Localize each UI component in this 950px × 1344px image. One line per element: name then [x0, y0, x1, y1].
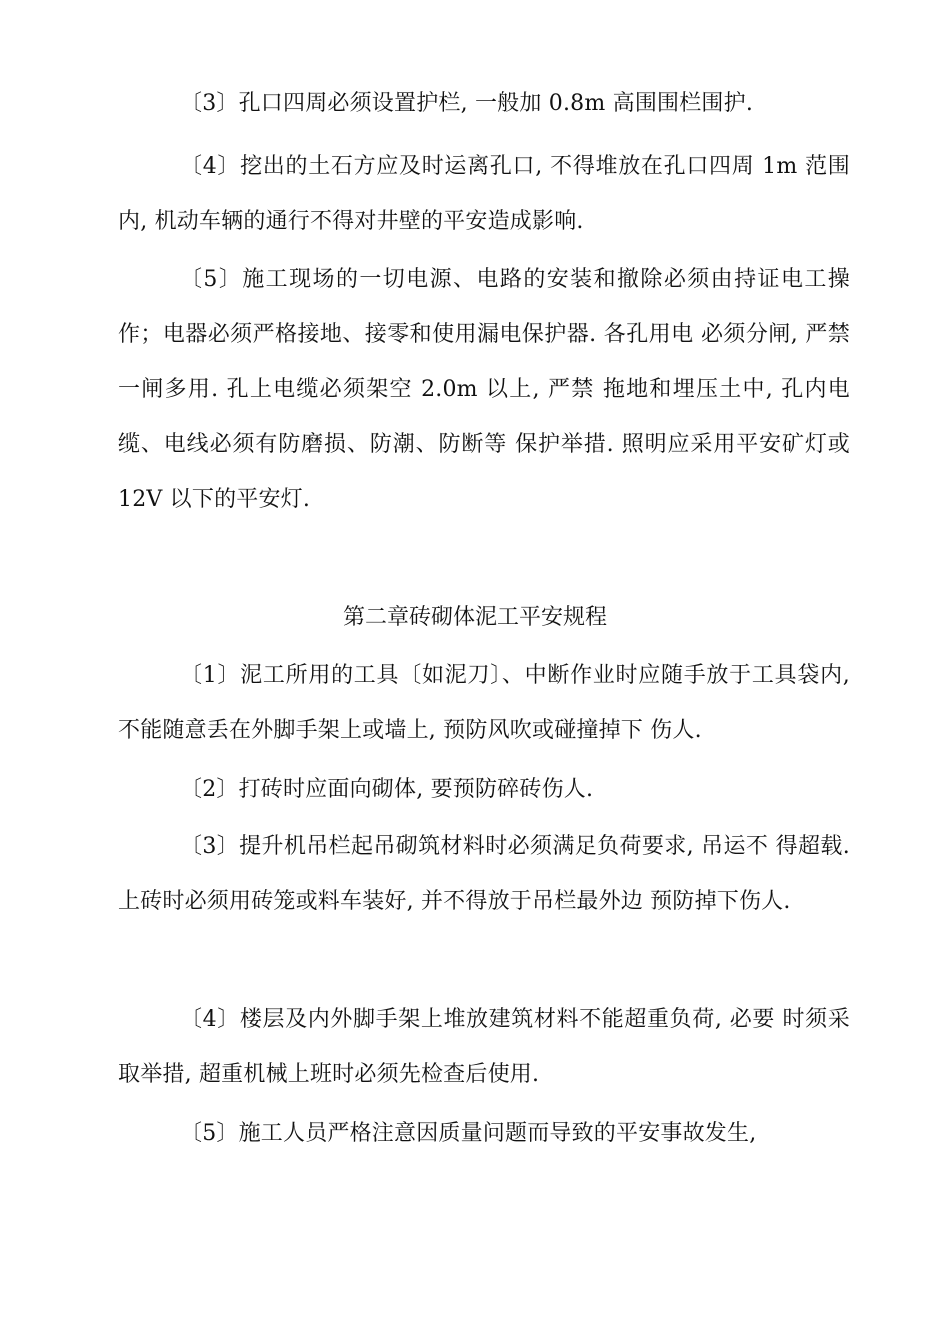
paragraph-4-scaffold-load: 〔4〕楼层及内外脚手架上堆放建筑材料不能超重负荷, 必要 时须采取举措, 超重机械上班时必须先检查后使用.	[118, 1007, 850, 1087]
chapter-title: 第二章砖砌体泥工平安规程	[342, 605, 607, 630]
paragraph-2-brick-cutting: 〔2〕打砖时应面向砌体, 要预防碎砖伤人.	[180, 777, 594, 802]
paragraph-1-tools: 〔1〕泥工所用的工具〔如泥刀〕、中断作业时应随手放于工具袋内, 不能随意丢在外脚手架上或墙上, 预防风吹或碰撞掉下 伤人.	[118, 663, 850, 743]
paragraph-3-hoist: 〔3〕提升机吊栏起吊砌筑材料时必须满足负荷要求, 吊运不 得超载. 上砖时必须用砖笼或料车装好, 并不得放于吊栏最外边 预防掉下伤人.	[118, 834, 850, 914]
paragraph-4-earthwork: 〔4〕挖出的土石方应及时运离孔口, 不得堆放在孔口四周 1m 范围内, 机动车辆的通行不得对井壁的平安造成影响.	[118, 154, 850, 234]
paragraph-5-quality: 〔5〕施工人员严格注意因质量问题而导致的平安事故发生,	[180, 1121, 757, 1146]
paragraph-5-electrical: 〔5〕施工现场的一切电源、电路的安装和撤除必须由持证电工操作；电器必须严格接地、接零和使用漏电保护器. 各孔用电 必须分闸, 严禁一闸多用. 孔上电缆必须架空 2.0m 以上, 严禁 拖地和埋压土中, 孔内电缆、电线必须有防磨损、防潮、防断等 保护举措. 照明应采用平安矿灯或 12V 以下的平安灯.	[118, 267, 850, 512]
paragraph-3-guardrail: 〔3〕孔口四周必须设置护栏, 一般加 0.8m 高围围栏围护.	[180, 91, 754, 116]
